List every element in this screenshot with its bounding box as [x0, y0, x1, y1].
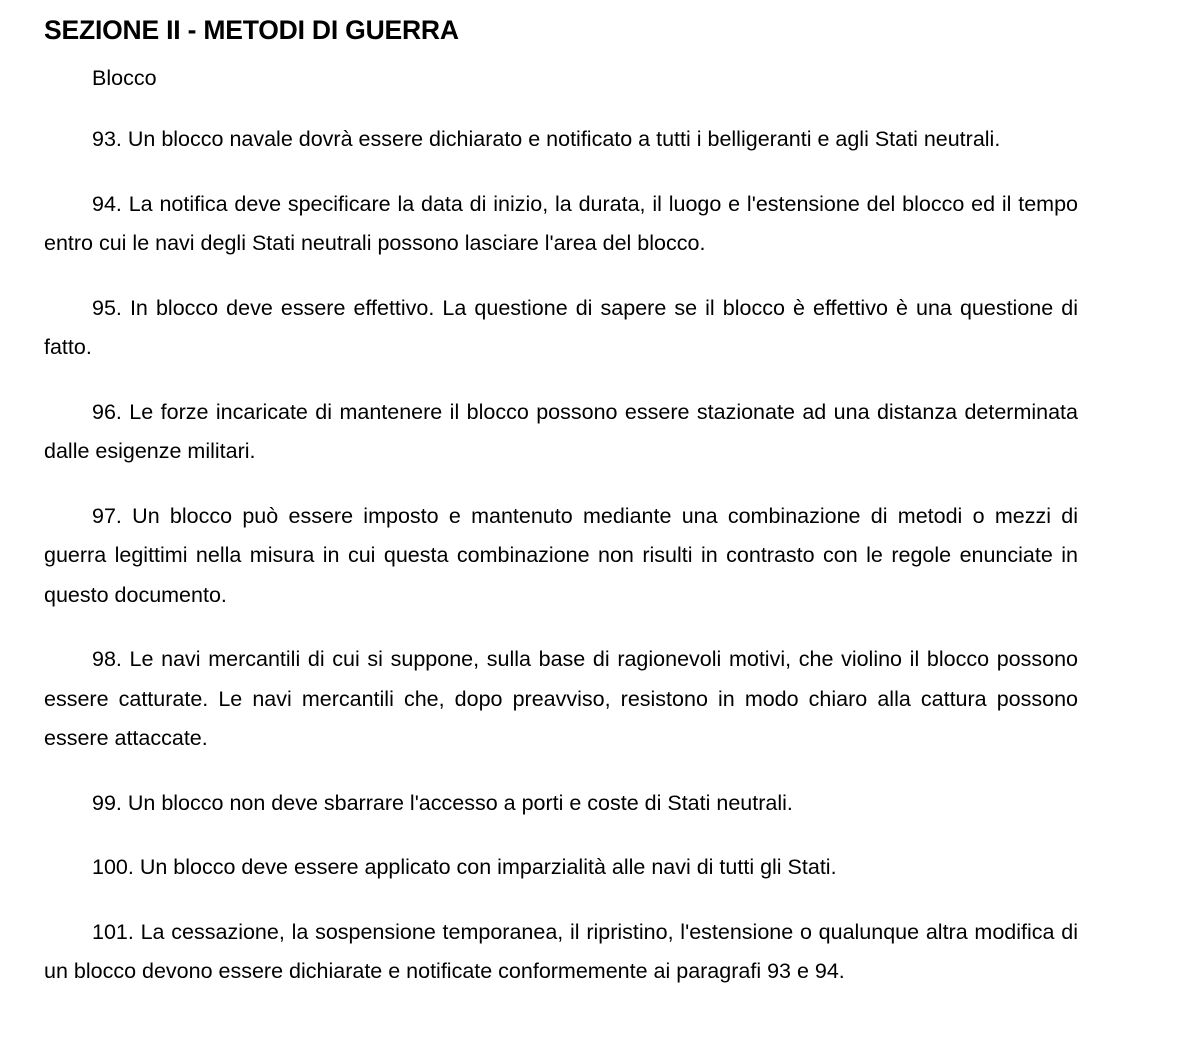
- section-title: SEZIONE II - METODI DI GUERRA: [44, 15, 459, 45]
- paragraph-95: 95. In blocco deve essere effettivo. La questione di sapere se il blocco è effettivo è una questione di fatto.: [44, 295, 1078, 359]
- paragraph-97: 97. Un blocco può essere imposto e mantenuto mediante una combinazione di metodi o mezzi di guerra legittimi nella misura in cui questa combinazione non risulti in contrasto con le regole enunciate in questo documento.: [44, 503, 1078, 607]
- paragraph-96: 96. Le forze incaricate di mantenere il blocco possono essere stazionate ad una distanza determinata dalle esigenze militari.: [44, 399, 1078, 463]
- paragraph-101: 101. La cessazione, la sospensione temporanea, il ripristino, l'estensione o qualunque altra modifica di un blocco devono essere dichiarate e notificate conformemente ai paragrafi 93 e 94.: [44, 919, 1078, 983]
- paragraph-93: 93. Un blocco navale dovrà essere dichiarato e notificato a tutti i belligeranti e agli Stati neutrali.: [92, 127, 1001, 151]
- document-page: [44, 0, 1078, 992]
- paragraph-100: 100. Un blocco deve essere applicato con imparzialità alle navi di tutti gli Stati.: [92, 855, 837, 879]
- paragraph-99: 99. Un blocco non deve sbarrare l'accesso a porti e coste di Stati neutrali.: [92, 790, 793, 815]
- paragraph-94: 94. La notifica deve specificare la data di inizio, la durata, il luogo e l'estensione del blocco ed il tempo entro cui le navi degli Stati neutrali possono lasciare l'area del blocco.: [44, 191, 1078, 255]
- subheading: Blocco: [92, 66, 157, 90]
- paragraph-98: 98. Le navi mercantili di cui si suppone, sulla base di ragionevoli motivi, che violino il blocco possono essere catturate. Le navi mercantili che, dopo preavviso, resistono in modo chiaro alla cattura possono essere attaccate.: [44, 647, 1078, 750]
